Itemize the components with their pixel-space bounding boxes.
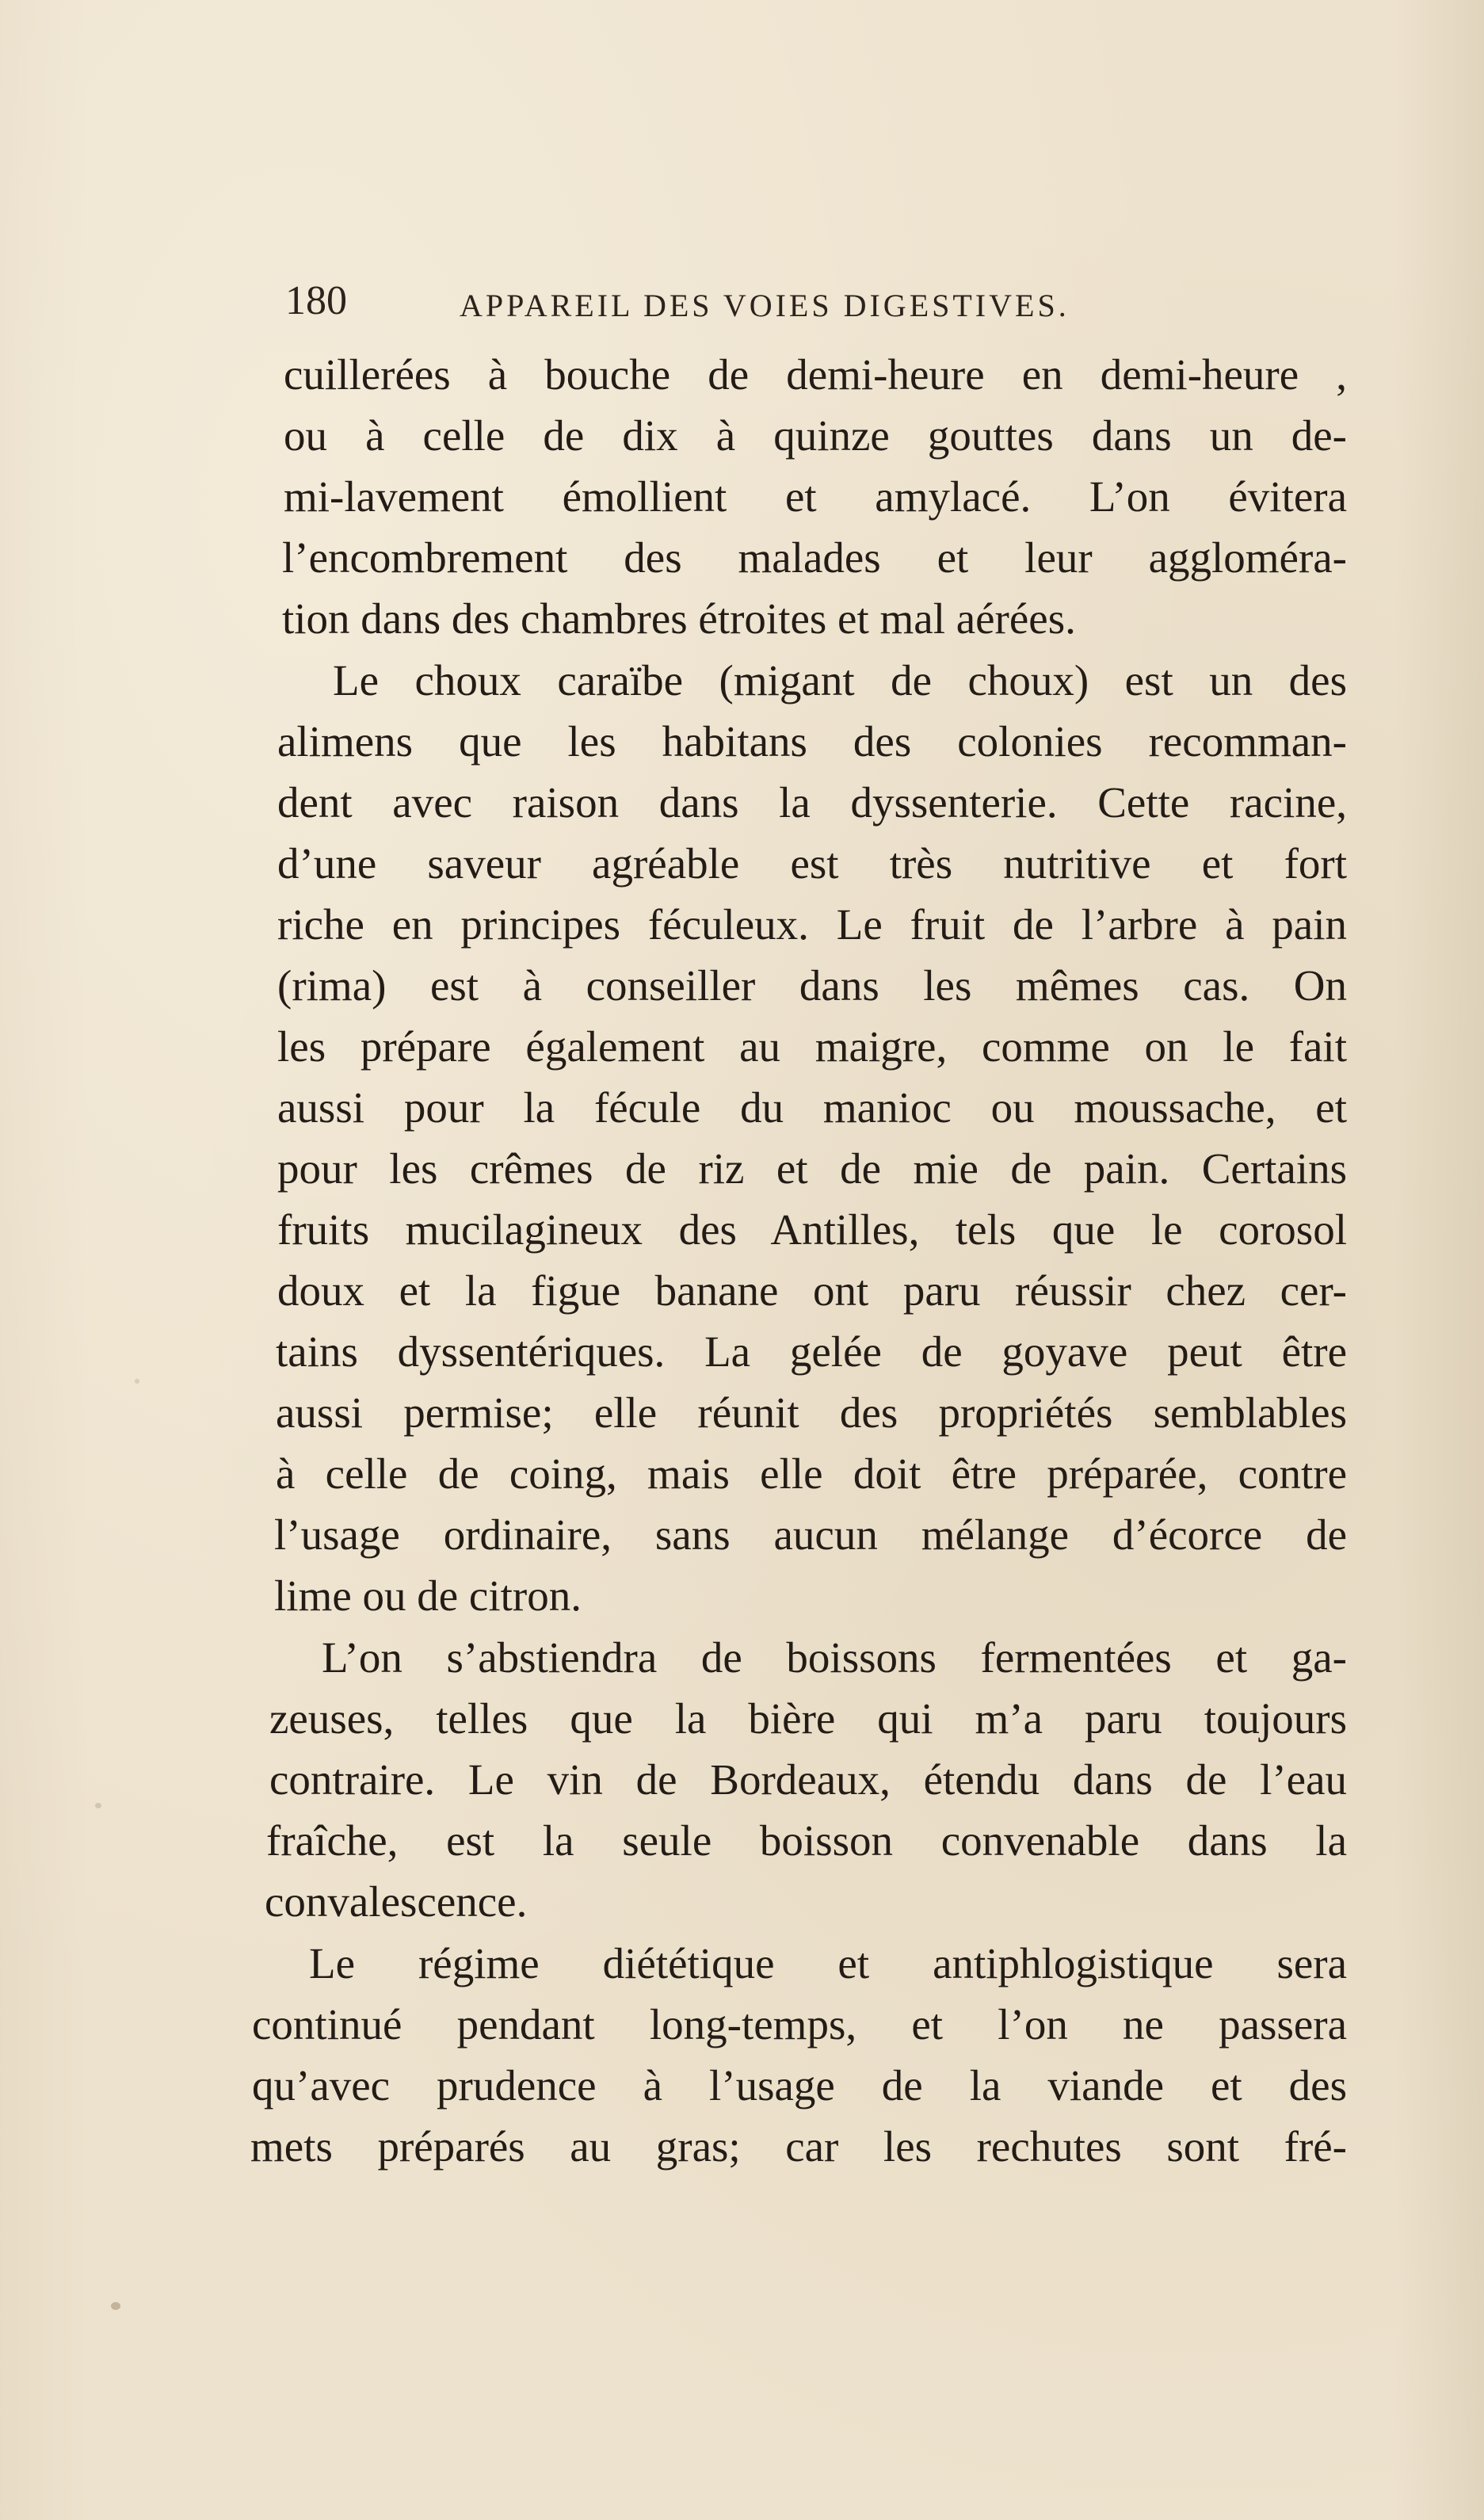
page-number: 180 (285, 278, 347, 323)
text-line: qu’avec prudence à l’usage de la viande et des (252, 2061, 1347, 2110)
text-line: tains dyssentériques. La gelée de goyave peut être (276, 1327, 1347, 1376)
ink-spot (95, 1803, 101, 1808)
text-line: (rima) est à conseiller dans les mêmes cas. On (277, 961, 1347, 1010)
text-line: à celle de coing, mais elle doit être préparée, contre (276, 1449, 1347, 1498)
running-title: APPAREIL DES VOIES DIGESTIVES. (460, 288, 1070, 323)
text-line: mets préparés au gras; car les rechutes sont fré- (250, 2122, 1347, 2171)
text-line: d’une saveur agréable est très nutritive et fort (277, 839, 1347, 888)
text-line: fraîche, est la seule boisson convenable dans la (266, 1816, 1347, 1865)
text-line: doux et la figue banane ont paru réussir chez cer- (277, 1266, 1347, 1315)
text-line: contraire. Le vin de Bordeaux, étendu dans de l’eau (269, 1755, 1347, 1804)
text-line: ou à celle de dix à quinze gouttes dans un de- (284, 411, 1347, 460)
text-line: les prépare également au maigre, comme on le fait (277, 1022, 1347, 1071)
ink-spot (135, 1379, 139, 1384)
text-line: fruits mucilagineux des Antilles, tels que le corosol (277, 1205, 1347, 1254)
text-line: riche en principes féculeux. Le fruit de l’arbre à pain (277, 900, 1347, 949)
ink-spot (111, 2302, 120, 2310)
text-line: Le régime diététique et antiphlogistique sera (309, 1939, 1347, 1987)
text-line: pour les crêmes de riz et de mie de pain. Certains (277, 1144, 1347, 1193)
text-line: continué pendant long-temps, et l’on ne passera (252, 2000, 1347, 2048)
text-line: l’usage ordinaire, sans aucun mélange d’écorce de (274, 1510, 1347, 1559)
text-line: cuillerées à bouche de demi-heure en demi-heure , (284, 350, 1347, 399)
text-line: tion dans des chambres étroites et mal aérées. (282, 594, 1076, 643)
text-line: aussi permise; elle réunit des propriétés semblables (276, 1388, 1347, 1437)
text-line: dent avec raison dans la dyssenterie. Cette racine, (277, 778, 1347, 827)
text-line: l’encombrement des malades et leur aggloméra- (282, 533, 1347, 582)
text-line: lime ou de citron. (274, 1571, 582, 1620)
text-line: L’on s’abstiendra de boissons fermentées et ga- (322, 1633, 1347, 1682)
text-line: aussi pour la fécule du manioc ou moussache, et (277, 1083, 1347, 1132)
text-line: Le choux caraïbe (migant de choux) est un des (333, 656, 1347, 704)
text-line: zeuses, telles que la bière qui m’a paru toujours (269, 1694, 1347, 1743)
text-line: mi-lavement émollient et amylacé. L’on évitera (284, 472, 1347, 521)
text-line: convalescence. (265, 1877, 528, 1926)
text-line: alimens que les habitans des colonies recomman- (277, 717, 1347, 766)
